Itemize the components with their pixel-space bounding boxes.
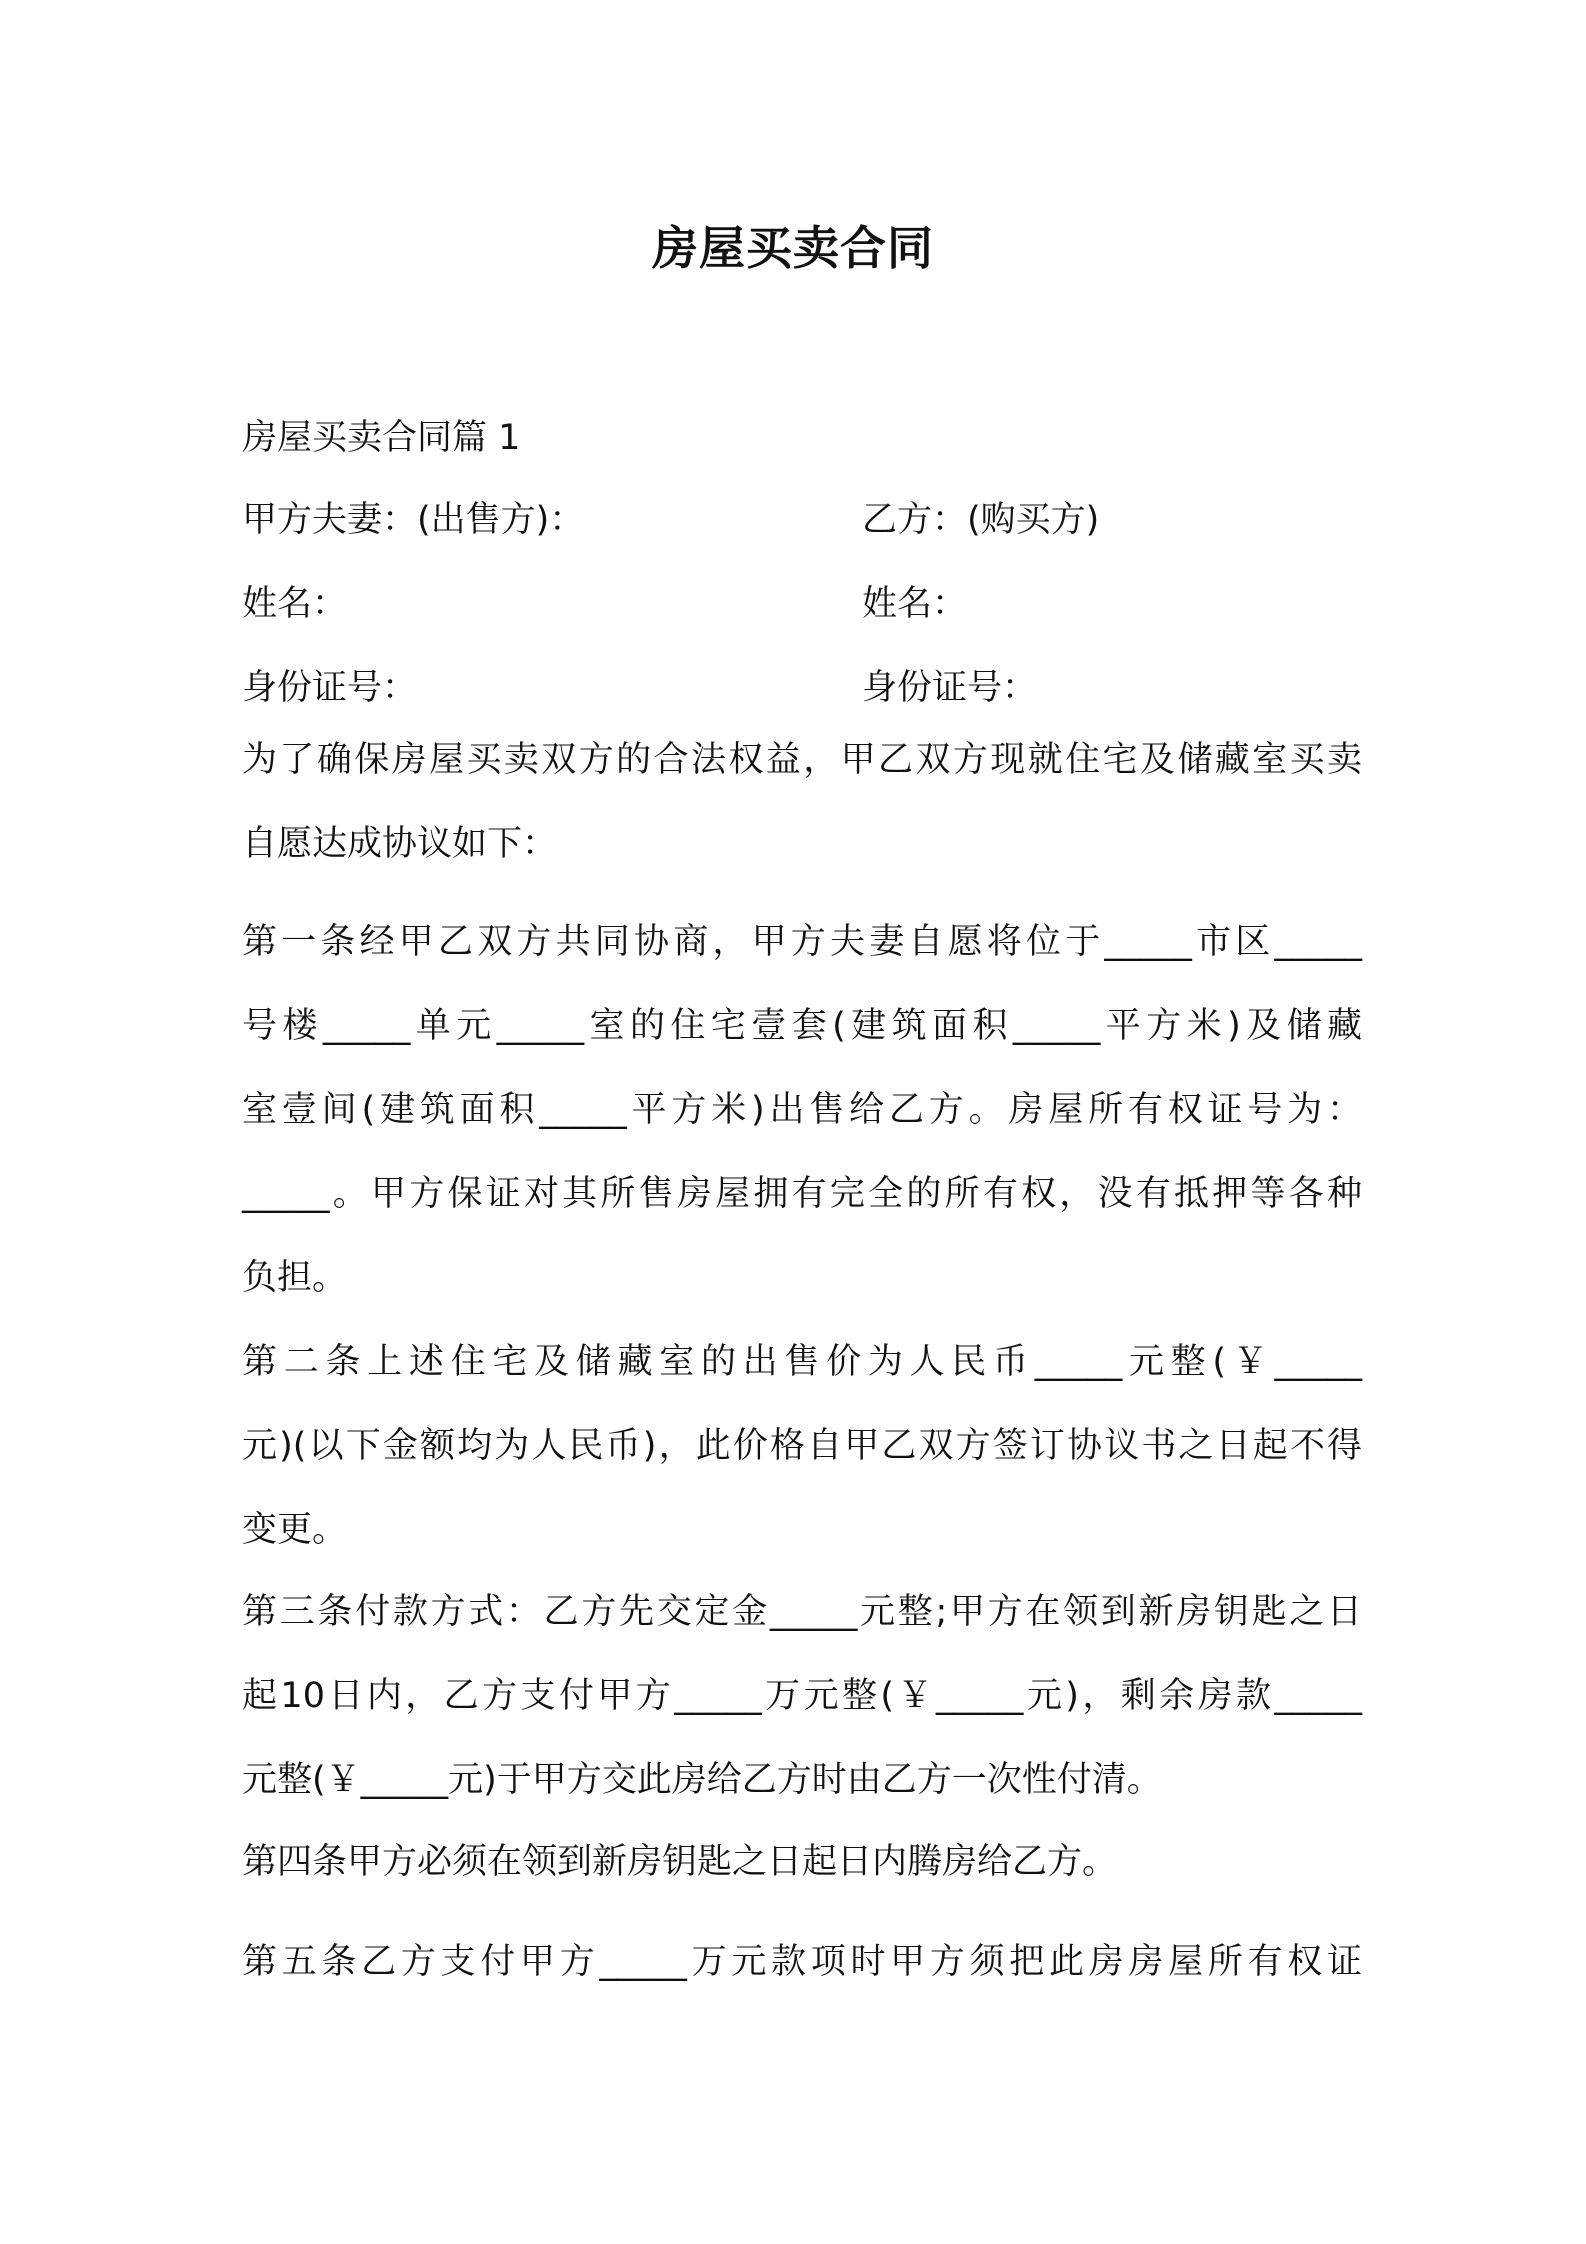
section-heading: 房屋买卖合同篇 1 (242, 418, 521, 458)
article-3-line: 第三条付款方式：乙方先交定金_____元整;甲方在领到新房钥匙之日 (242, 1592, 1362, 1632)
intro-line: 自愿达成协议如下： (242, 824, 558, 864)
article-2 (242, 1320, 1362, 1572)
article-2-line: 第二条上述住宅及储藏室的出售价为人民币_____元整(￥_____ (242, 1342, 1362, 1382)
article-5 (242, 1920, 1362, 2004)
article-1-line: 室壹间(建筑面积_____平方米)出售给乙方。房屋所有权证号为： (242, 1090, 1362, 1130)
party-b-label: 乙方：(购买方) (862, 500, 1100, 540)
article-1-line: 第一条经甲乙双方共同协商，甲方夫妻自愿将位于_____市区_____ (242, 922, 1362, 962)
party-b-id-label: 身份证号： (862, 668, 1038, 708)
article-1 (242, 900, 1362, 1320)
article-1-line: _____。甲方保证对其所售房屋拥有完全的所有权，没有抵押等各种 (242, 1174, 1362, 1214)
document-title: 房屋买卖合同 (652, 221, 934, 275)
party-a-name-label: 姓名： (242, 584, 348, 624)
intro-line: 为了确保房屋买卖双方的合法权益，甲乙双方现就住宅及储藏室买卖 (242, 740, 1362, 780)
article-2-line: 元)(以下金额均为人民币)，此价格自甲乙双方签订协议书之日起不得 (242, 1426, 1362, 1466)
intro-paragraph (242, 718, 1362, 886)
party-a-label: 甲方夫妻：(出售方)： (242, 500, 585, 540)
article-5-line: 第五条乙方支付甲方_____万元款项时甲方须把此房房屋所有权证 (242, 1942, 1362, 1982)
article-3 (242, 1570, 1362, 1822)
article-1-line: 负担。 (242, 1258, 348, 1298)
party-b-name-label: 姓名： (862, 584, 968, 624)
article-2-line: 变更。 (242, 1510, 348, 1550)
article-3-line: 起10日内，乙方支付甲方_____万元整(￥_____元)，剩余房款_____ (242, 1676, 1362, 1716)
article-3-line: 元整(￥_____元)于甲方交此房给乙方时由乙方一次性付清。 (242, 1760, 1162, 1800)
article-4 (242, 1820, 1362, 1904)
article-1-line: 号楼_____单元_____室的住宅壹套(建筑面积_____平方米)及储藏 (242, 1006, 1362, 1046)
party-a-id-label: 身份证号： (242, 668, 418, 708)
article-4-line: 第四条甲方必须在领到新房钥匙之日起日内腾房给乙方。 (242, 1842, 1118, 1882)
